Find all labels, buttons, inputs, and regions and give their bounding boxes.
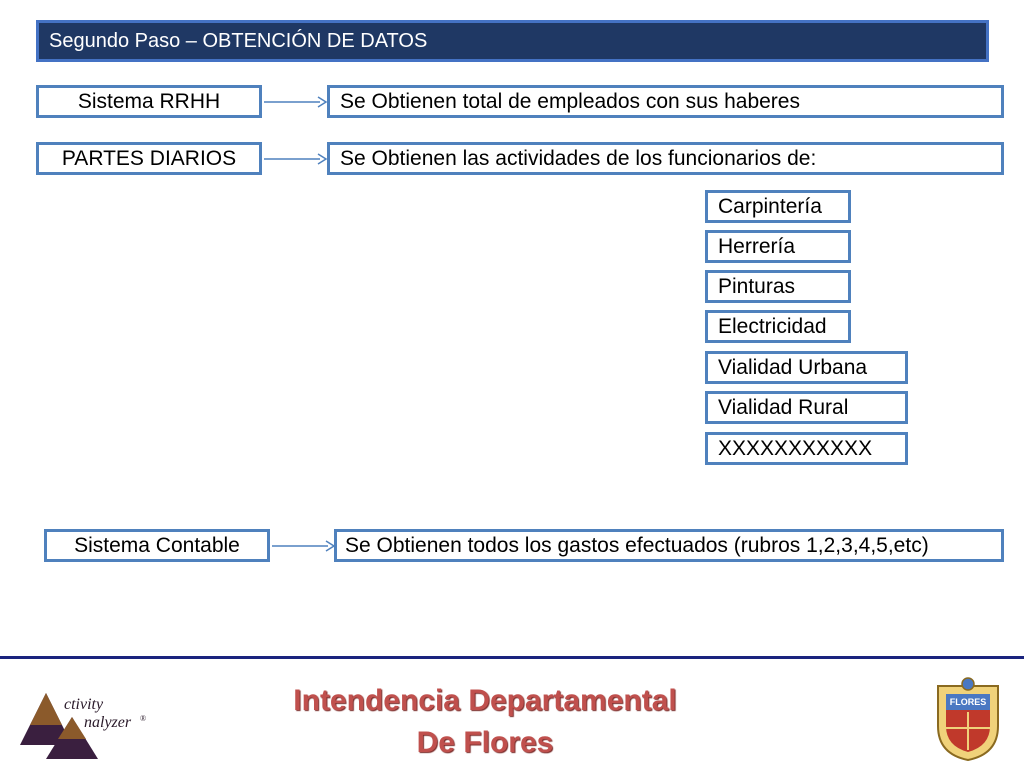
source-label-contable: Sistema Contable [74, 534, 240, 557]
source-box-rrhh [36, 85, 262, 118]
arrow-icon [262, 149, 328, 169]
arrow-icon [270, 536, 336, 556]
slide-title-bar [36, 20, 989, 62]
activity-item [705, 230, 851, 263]
result-box-partes [327, 142, 1004, 175]
footer-title-line2: De Flores [416, 726, 554, 759]
activity-item [705, 351, 908, 384]
svg-text:®: ® [140, 714, 147, 723]
result-box-rrhh [327, 85, 1004, 118]
result-label-partes: Se Obtienen las actividades de los funcionarios de: [340, 147, 817, 170]
flores-coat-of-arms-logo [932, 676, 1004, 762]
activity-label: Vialidad Rural [718, 396, 849, 419]
arrow-icon [262, 92, 328, 112]
activity-item [705, 270, 851, 303]
result-label-contable: Se Obtienen todos los gastos efectuados (rubros 1,2,3,4,5,etc) [345, 534, 929, 557]
result-box-contable [334, 529, 1004, 562]
svg-text:FLORES: FLORES [949, 697, 987, 707]
footer-title-line1: Intendencia Departamental [293, 684, 677, 717]
activity-label: Pinturas [718, 275, 796, 298]
activity-item [705, 310, 851, 343]
source-label-partes: PARTES DIARIOS [61, 147, 237, 170]
svg-text:ctivity: ctivity [64, 696, 104, 713]
activity-label: Herrería [718, 235, 796, 258]
activity-label: Electricidad [718, 315, 827, 338]
activity-label: XXXXXXXXXXX [718, 437, 873, 460]
activity-item [705, 391, 908, 424]
svg-text:nalyzer: nalyzer [84, 714, 132, 731]
source-box-partes [36, 142, 262, 175]
result-label-rrhh: Se Obtienen total de empleados con sus haberes [340, 90, 800, 113]
slide-title: Segundo Paso – OBTENCIÓN DE DATOS [49, 29, 428, 52]
footer-divider [0, 656, 1024, 659]
source-label-rrhh: Sistema RRHH [77, 90, 221, 113]
source-box-contable [44, 529, 270, 562]
activity-label: Carpintería [718, 195, 822, 218]
activity-item [705, 190, 851, 223]
activity-item [705, 432, 908, 465]
activity-analyzer-logo [16, 687, 148, 759]
activity-label: Vialidad Urbana [718, 356, 868, 379]
